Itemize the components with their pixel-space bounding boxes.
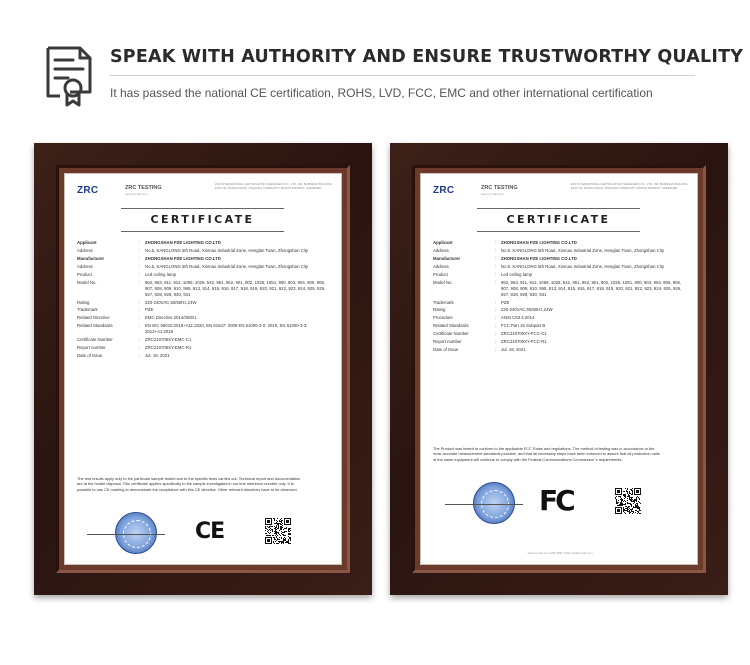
zrc-logo-text: ZRC TESTING [125, 185, 162, 191]
field-label: Related Directive [77, 315, 110, 321]
field-label: Date of Issue [77, 353, 103, 359]
certificate-field-row [433, 323, 689, 329]
field-value: ZHONGSHAN PZE LIGHTING CO.LTD [501, 240, 577, 245]
certificate-field-row [77, 353, 333, 359]
qr-code-icon [615, 488, 641, 514]
certificate-field-row [77, 300, 333, 306]
certificate-frame-ce [34, 143, 372, 595]
field-colon: : [139, 299, 141, 305]
lab-address: ZRC INTERNATIONAL CERTIFICATION (SHENZHEN) CO., LTD. 10th BUSINESS BUILDING, EAST OF XINSHA ROAD, XINQIANG COMMUNITY, BAOAN DISTRICT, SHENZHEN [215, 182, 333, 190]
certificate-paper [64, 173, 342, 565]
field-colon: : [495, 323, 497, 329]
field-colon: : [139, 307, 141, 313]
field-label: Trademark [433, 299, 454, 305]
certificate-field-row [433, 272, 689, 278]
field-value: No.5, KANGLONG 5th Road, Xinmao Industrial Zone, Henglan Town, Zhongshan City [501, 247, 665, 253]
field-value: ANSI C63.4:2014 [501, 315, 535, 321]
certificate-field-row [77, 272, 333, 278]
field-label: Address [433, 263, 449, 269]
field-value: ZHONGSHAN PZE LIGHTING CO.LTD [145, 240, 221, 245]
field-colon: : [139, 279, 141, 285]
certificate-field-row [77, 307, 333, 313]
field-label: Model No. [433, 279, 453, 285]
zrc-logo-sub: www.zrc-lab.com [125, 192, 148, 196]
field-label: Report number [77, 345, 106, 351]
field-label: Certificate Number [77, 337, 113, 343]
certificate-field-row [433, 339, 689, 345]
certificate-field-row [77, 248, 333, 254]
fcc-mark-icon: FC [539, 484, 573, 517]
certificate-title: CERTIFICATE [121, 208, 284, 232]
page-title: SPEAK WITH AUTHORITY AND ENSURE TRUSTWORTHY QUALITY [110, 47, 744, 67]
field-label: Address [77, 247, 93, 253]
certificate-field-row [77, 280, 333, 297]
certificate-field-row [433, 248, 689, 254]
ce-mark-icon: CE [195, 519, 225, 544]
signature-line [445, 504, 523, 505]
certificate-fields [77, 240, 333, 361]
field-colon: : [495, 339, 497, 345]
signature-line [87, 534, 165, 535]
certificate-paper [420, 173, 698, 565]
zrc-logo-text: ZRC TESTING [481, 185, 518, 191]
field-colon: : [139, 337, 141, 343]
field-colon: : [495, 247, 497, 253]
certificate-field-row [77, 323, 333, 335]
field-value: EN IEC 55015:2019+A11:2020, EN 61547: 2009 EN 61000-3-2: 2019, EN 61000-3-3: 2013+A1:2019 [145, 323, 308, 335]
field-value: ZRC210705XY-EMC-C1 [145, 337, 192, 343]
field-colon: : [139, 315, 141, 321]
fcc-certificate [421, 174, 698, 565]
field-value: 220-240VAC,50/60Hz,24W [145, 299, 197, 305]
field-label: Manufacturer [77, 255, 105, 261]
field-value: PZE [501, 299, 510, 305]
field-colon: : [139, 263, 141, 269]
lab-address: ZRC INTERNATIONAL CERTIFICATION (SHENZHEN) CO., LTD. 10th BUSINESS BUILDING, EAST OF XINSHA ROAD, XINQIANG COMMUNITY, BAOAN DISTRICT, SHENZHEN [571, 182, 689, 190]
field-label: Related Standards [433, 323, 469, 329]
field-label: Rating [77, 299, 90, 305]
certificate-field-row [433, 240, 689, 246]
field-colon: : [495, 315, 497, 321]
field-colon: : [495, 271, 497, 277]
official-seal-icon [473, 482, 515, 524]
certificate-field-row [77, 240, 333, 246]
field-value: Led ceiling lamp [501, 271, 533, 277]
field-label: Certificate Number [433, 331, 469, 337]
field-label: Applicant [433, 240, 453, 245]
field-label: Product [433, 271, 448, 277]
certificate-field-row [433, 264, 689, 270]
field-value: No.5, KANGLONG 5th Road, Xinmao Industrial Zone, Henglan Town, Zhongshan City [501, 263, 665, 269]
field-colon: : [139, 247, 141, 253]
field-colon: : [139, 271, 141, 277]
certificate-icon [40, 44, 96, 108]
field-value: ZHONGSHAN PZE LIGHTING CO.LTD [501, 255, 577, 261]
field-colon: : [495, 263, 497, 269]
certificate-fields [433, 240, 689, 355]
field-colon: : [495, 307, 497, 313]
field-colon: : [495, 255, 497, 261]
field-colon: : [495, 279, 497, 285]
field-value: EMC Directive 2014/30/EU [145, 315, 197, 321]
field-label: Report number [433, 339, 462, 345]
field-value: Jul. 19, 2021 [501, 347, 526, 353]
field-value: 962, 963, 911, 912, 1058, 1025, 542, 951, 952, 901, 902, 1026, 1051, 900, 903, 904, 905, 906, 907, 908, 909, 910, 965, 913, 914, 915, 916, 917, 918, 919, 920, 921, 922, 923, 924, 925, 926, 927, 928, 929, 930, 931 [145, 279, 326, 297]
field-label: Address [433, 247, 449, 253]
certificate-field-row [77, 315, 333, 321]
certificate-notes: The test results apply only to the particular sample tested and to the specific tests carried out. Technical report and documentation are at the holder disposal. This certificate applies specifically to the sample investigated in our test reference number only. It is possible to use CE marking to demonstrate the compliance with this CE directive. Other relevant directives have to be observed. [77, 476, 301, 492]
field-value: ZRC210705XY-FCC-C1 [501, 331, 547, 337]
field-colon: : [139, 353, 141, 359]
certificate-field-row [433, 315, 689, 321]
field-label: Address [77, 263, 93, 269]
certificate-field-row [433, 307, 689, 313]
field-value: ZHONGSHAN PZE LIGHTING CO.LTD [145, 255, 221, 261]
field-value: PZE [145, 307, 154, 313]
title-divider [110, 75, 695, 76]
field-label: Model No. [77, 279, 97, 285]
field-label: Product [77, 271, 92, 277]
official-seal-icon [115, 512, 157, 554]
field-colon: : [139, 240, 141, 245]
field-colon: : [495, 240, 497, 245]
certificate-field-row [433, 300, 689, 306]
field-label: Related Standards [77, 323, 113, 329]
field-colon: : [139, 255, 141, 261]
field-label: Date of Issue [433, 347, 459, 353]
field-colon: : [495, 299, 497, 305]
ce-certificate [65, 174, 342, 565]
certificate-field-row [77, 345, 333, 351]
certificate-notes: The Product was tested to conform to the applicable FCC Rules and regulations. The method of testing was in accordance to the most accurate measurement standards possible, and that all necessary steps have been enforced to assure that all production units of the same equipment will continue to comply with the Federal Communications Commission’ s requirements. [433, 446, 660, 462]
field-colon: : [495, 347, 497, 353]
certificate-title: CERTIFICATE [477, 208, 640, 232]
field-label: Trademark [77, 307, 98, 313]
certificate-field-row [77, 337, 333, 343]
certificate-field-row [77, 264, 333, 270]
certificate-field-row [433, 256, 689, 262]
field-value: FCC Part 15 Subpart B [501, 323, 546, 329]
certificate-footer: www.zrc-lab.com 0755-2851 7190 info@zrc-lab.com [527, 551, 593, 555]
field-label: Rating [433, 307, 446, 313]
field-colon: : [495, 331, 497, 337]
field-value: 220-240VAC,50/60Hz,24W [501, 307, 553, 313]
certificate-field-row [433, 280, 689, 297]
field-value: ZRC210705XY-EMC-R1 [145, 345, 192, 351]
certificate-field-row [433, 331, 689, 337]
field-value: No.5, KANGLONG 5th Road, Xinmao Industrial Zone, Henglan Town, Zhongshan City [145, 263, 309, 269]
field-label: Procedure [433, 315, 453, 321]
field-label: Manufacturer [433, 255, 461, 261]
field-colon: : [139, 323, 141, 329]
page-subtitle: It has passed the national CE certification, ROHS, LVD, FCC, EMC and other international certification [110, 86, 653, 100]
field-value: 962, 963, 911, 912, 1058, 1025, 542, 951, 952, 901, 902, 1026, 1051, 900, 903, 904, 905, 906, 907, 908, 909, 910, 965, 913, 914, 915, 916, 917, 918, 919, 920, 921, 922, 923, 924, 925, 926, 927, 928, 929, 930, 931 [501, 279, 682, 297]
zrc-logo: ZRC [77, 185, 99, 196]
certificate-field-row [433, 347, 689, 353]
field-value: Led ceiling lamp [145, 271, 177, 277]
zrc-logo-sub: www.zrc-lab.com [481, 192, 504, 196]
field-value: Jul. 19, 2021 [145, 353, 170, 359]
field-label: Applicant [77, 240, 97, 245]
field-value: No.5, KANGLONG 5th Road, Xinmao Industrial Zone, Henglan Town, Zhongshan City [145, 247, 309, 253]
zrc-logo: ZRC [433, 185, 455, 196]
certificate-field-row [77, 256, 333, 262]
field-value: ZRC210705XY-FCC-R1 [501, 339, 547, 345]
field-colon: : [139, 345, 141, 351]
qr-code-icon [265, 518, 291, 544]
certificate-frame-fcc [390, 143, 728, 595]
